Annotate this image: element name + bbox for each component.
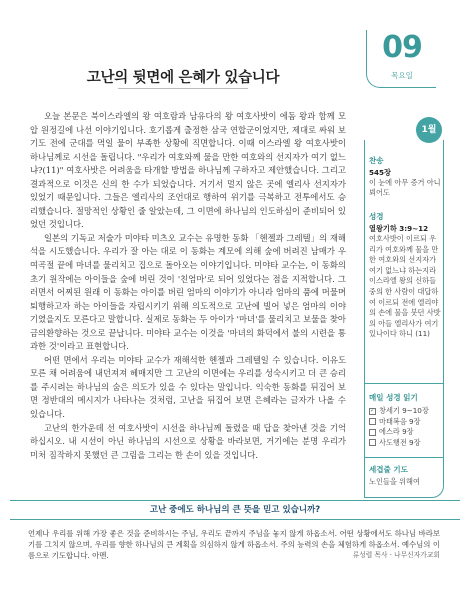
hymn-label: 찬송: [369, 156, 384, 165]
hymn-title: 이 눈에 아무 증거 아니 뵈어도: [369, 178, 441, 197]
scripture-text: 여호사밧이 이르되 우리가 여호와께 물을 만한 여호와의 선지자가 여기 없느냐 하는지라 이스라엘 왕의 신하들 중의 한 사람이 대답하여 이르되 전에 엘리야의 손에 물을 붓던 사밧의 아들 엘리사가 여기 있나이다 하니 (11): [369, 234, 441, 339]
reading-item[interactable]: 사도행전 9장: [369, 438, 441, 449]
scripture-label: 성경: [369, 212, 384, 221]
prayer-cord-section: [369, 464, 441, 487]
paragraph: 어떤 면에서 우리는 미야타 교수가 재해석한 헨젤과 그레텔일 수 있습니다. 이유도 모른 채 어려움에 내던져져 헤매지만 그 고난의 이면에는 우리를 성숙시키고 더 큰 승리를 주시려는 하나님의 숨은 의도가 있을 수 있다는 말입니다. 익숙한 동화를 뒤집어 보면 정반대의 메시지가 나타나는 것처럼, 고난을 뒤집어 보면 은혜라는 글자가 나올 수 있습니다.: [30, 354, 346, 420]
hymn-number: 545장: [369, 168, 391, 177]
closing-prayer: [28, 528, 440, 562]
checkbox-icon[interactable]: [369, 418, 376, 425]
weekday: 목요일: [391, 71, 413, 80]
reading-label: 매일 성경 읽기: [369, 393, 418, 402]
scripture-reference: 열왕기하 3:9~12: [369, 224, 429, 233]
sidebar-divider: [364, 383, 444, 384]
author-credit: 류성렬 목사 · 나무신자가교회: [352, 551, 440, 560]
reflection-question: 고난 중에도 하나님의 큰 뜻을 믿고 있습니까?: [149, 505, 321, 515]
reading-item[interactable]: 마태복음 9장: [369, 417, 441, 428]
reading-item[interactable]: 에스라 9장: [369, 427, 441, 438]
page-title: 고난의 뒷면에 은혜가 있습니다: [86, 70, 280, 86]
prayer-cord-target: 노인들을 위해여: [369, 477, 420, 486]
paragraph: 일본의 기독교 저술가 미야타 미츠오 교수는 유명한 동화 「헨젤과 그레텔」의 재해석을 시도했습니다. 우리가 잘 아는 대로 이 동화는 계모에 의해 숲에 버려진 남매가 우여곡절 끝에 마녀를 물리치고 집으로 돌아오는 이야기입니다. 미야타 교수는, 이 동화의 초기 원작에는 아이들을 숲에 버린 것이 '친엄마'로 되어 있었다는 점을 지적합니다. 그러면서 어찌된 원래 이 동화는 아이를 버린 엄마의 이야기가 아니라 엄마의 품에 머물며 퇴행하고자 하는 아이들을 자립시키기 위해 의도적으로 고난에 빌어 넣은 엄마의 이야기였을지도 모른다고 말합니다. 실제로 동화는 두 아이가 '마녀'를 물리치고 보물을 찾아 금의환향하는 것으로 끝납니다. 미야타 교수는 이것을 '마녀의 화덕에서 불의 시련을 통과한 것'이라고 표현합니다.: [30, 232, 346, 352]
checkbox-icon[interactable]: [369, 429, 376, 436]
day-number: 09: [382, 30, 422, 65]
paragraph: 고난의 한가운데 선 여호사밧이 시선을 하나님께 돌렸을 때 답을 찾아낸 것을 기억하십시오. 내 시선이 아닌 하나님의 시선으로 상황을 바라보면, 거기에는 분명 우리가 미처 짐작하지 못했던 큰 그림을 그리는 한 손이 있을 것입니다.: [30, 422, 346, 460]
prayer-cord-label: 세겹줄 기도: [369, 465, 408, 474]
hymn-section: [369, 155, 441, 198]
checkbox-icon[interactable]: [369, 439, 376, 446]
checkbox-checked-icon[interactable]: ✓: [369, 407, 376, 414]
month-badge: 1월: [416, 117, 442, 143]
reading-item[interactable]: ✓ 창세기 9~10장: [369, 406, 429, 415]
prayer-text: 언제나 우리를 위해 가장 좋은 것을 준비하시는 주님, 우리도 끝까지 주님을 놓지 않게 하옵소서. 어떤 상황에서도 하나님 바라보기를 그치지 않으며, 우리를 향한 하나님의 큰 계획을 의심하지 않게 하옵소서. 주의 능력의 손을 체험하게 하옵소서. 예수님의 이름으로 기도합니다. 아멘.: [28, 529, 440, 561]
scripture-section: [369, 211, 441, 340]
paragraph: 오늘 본문은 북이스라엘의 왕 여호람과 남유다의 왕 여호사밧이 에돔 왕과 함께 모압 원정길에 나선 이야기입니다. 호기롭게 출정한 삼국 연합군이었지만, 제대로 싸워 보기도 전에 군대를 먹일 물이 부족한 상황에 직면합니다. 이때 이스라엘 왕 여호사밧이 하나님께로 시선을 돌립니다. "우리가 여호와께 물을 만한 여호와의 선지자가 여기 없느냐?(11)" 여호사밧은 어려움을 타개할 방법을 하나님께 구하자고 제안했습니다. 그리고 결과적으로 이것은 신의 한 수가 되었습니다. 거기서 멀지 않은 곳에 엘리사 선지자가 있었기 때문입니다. 그들은 엘리사의 조언대로 행하여 위기를 극복하고 전투에서도 승리했습니다. 절망적인 상황인 줄 알았는데, 그 이면에 하나님의 인도하심이 준비되어 있었던 것입니다.: [30, 111, 346, 230]
sidebar-divider: [364, 457, 444, 458]
title-divider: [118, 88, 248, 89]
devotional-body: [30, 110, 346, 462]
daily-reading-section: [369, 392, 441, 448]
